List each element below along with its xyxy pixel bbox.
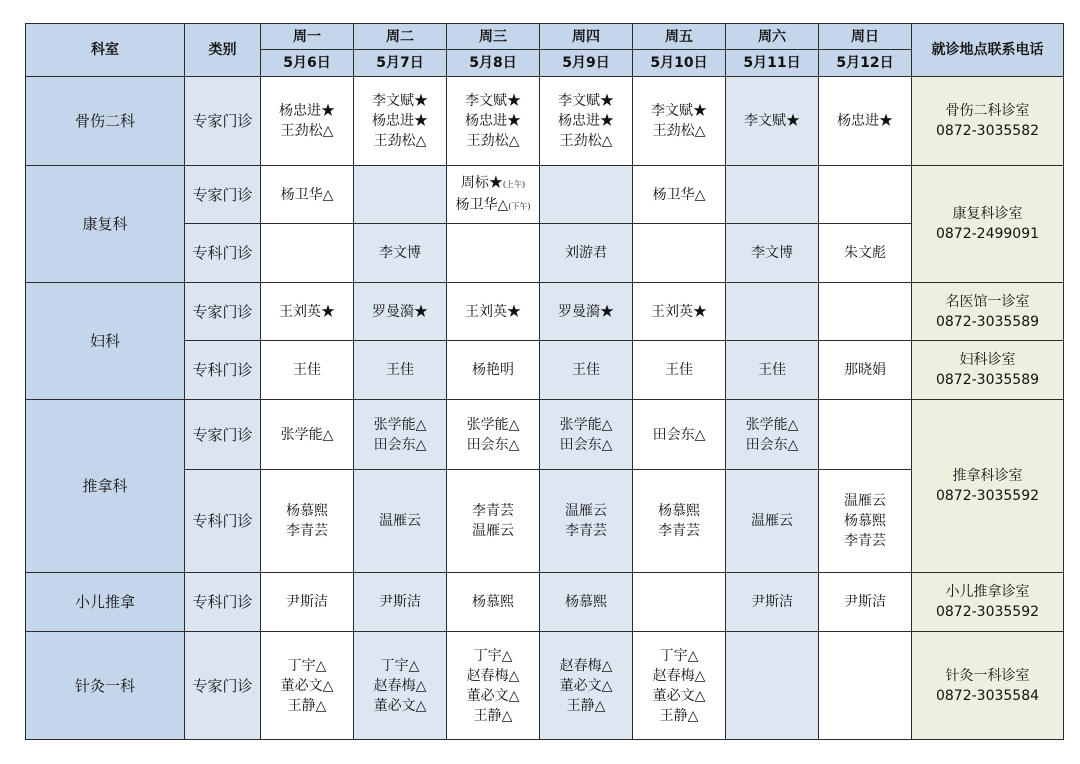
header-date: 5月9日 — [540, 50, 633, 77]
doctor-name: 李文赋★ — [558, 93, 614, 109]
doctor-name: 董必文△ — [559, 677, 613, 694]
doctor-name: 杨艳明 — [472, 362, 514, 378]
contact-cell — [912, 77, 1064, 166]
doctor-name: 杨卫华△ — [455, 196, 509, 213]
doctor-name: 李文赋★ — [372, 93, 428, 109]
doctor-name: 温雁云 — [751, 513, 793, 529]
doctor-name: 温雁云 — [844, 493, 886, 509]
doctor-name: 李文赋★ — [744, 113, 800, 129]
schedule-cell — [447, 341, 540, 400]
schedule-cell — [540, 573, 633, 632]
schedule-cell — [819, 573, 912, 632]
schedule-cell — [726, 341, 819, 400]
doctor-name: 张学能△ — [280, 426, 334, 443]
schedule-cell — [633, 77, 726, 166]
doctor-name: 李文赋★ — [651, 103, 707, 119]
header-contact: 就诊地点联系电话 — [912, 24, 1064, 77]
doctor-name: 田会东△ — [466, 436, 520, 453]
schedule-cell — [633, 283, 726, 341]
schedule-cell — [540, 632, 633, 740]
schedule-cell — [819, 166, 912, 224]
schedule-table — [25, 23, 1064, 740]
doctor-name: 王劲松△ — [559, 133, 613, 149]
doctor-name: 王佳 — [572, 362, 600, 378]
doctor-name: 王劲松△ — [466, 133, 520, 149]
doctor-name: 杨慕熙 — [472, 594, 514, 610]
schedule-cell — [726, 470, 819, 573]
schedule-cell — [726, 166, 819, 224]
doctor-name: 李文博 — [751, 245, 793, 261]
contact-room: 推拿科诊室 — [952, 468, 1023, 484]
header-date: 5月8日 — [447, 50, 540, 77]
schedule-cell — [261, 470, 354, 573]
doctor-name: 丁宇△ — [380, 657, 420, 674]
doctor-name: 赵春梅△ — [559, 657, 613, 674]
schedule-cell — [447, 283, 540, 341]
category-name: 专科门诊 — [185, 573, 261, 632]
doctor-name: 王佳 — [665, 362, 693, 378]
doctor-name: 张学能△ — [373, 416, 427, 433]
schedule-cell — [447, 573, 540, 632]
doctor-name: 王静△ — [566, 697, 606, 714]
schedule-cell — [261, 77, 354, 166]
contact-phone: 0872-2499091 — [935, 226, 1040, 242]
doctor-name: 杨卫华△ — [652, 186, 706, 203]
doctor-name: 王佳 — [386, 362, 414, 378]
schedule-cell — [633, 470, 726, 573]
schedule-cell — [354, 470, 447, 573]
doctor-name: 王佳 — [758, 362, 786, 378]
doctor-name: 张学能△ — [466, 416, 520, 433]
schedule-cell — [819, 470, 912, 573]
doctor-name: 赵春梅△ — [652, 667, 706, 684]
category-name: 专科门诊 — [185, 224, 261, 283]
schedule-cell — [540, 400, 633, 470]
category-name: 专家门诊 — [185, 632, 261, 740]
doctor-name: 田会东△ — [373, 436, 427, 453]
contact-cell — [912, 283, 1064, 341]
schedule-cell — [261, 166, 354, 224]
schedule-cell — [261, 400, 354, 470]
schedule-cell — [354, 166, 447, 224]
header-date: 5月12日 — [819, 50, 912, 77]
table-row — [26, 632, 1064, 740]
schedule-cell — [819, 283, 912, 341]
schedule-cell — [819, 77, 912, 166]
contact-room: 康复科诊室 — [952, 206, 1023, 222]
doctor-name: 王静△ — [287, 697, 327, 714]
category-name: 专家门诊 — [185, 283, 261, 341]
schedule-cell — [447, 400, 540, 470]
schedule-cell — [540, 166, 633, 224]
contact-room: 小儿推拿诊室 — [945, 584, 1030, 600]
doctor-name: 王刘英★ — [465, 303, 521, 320]
header-date: 5月6日 — [261, 50, 354, 77]
doctor-name: 杨慕熙 — [286, 503, 328, 519]
schedule-cell — [726, 224, 819, 283]
schedule-cell — [726, 573, 819, 632]
contact-room: 名医馆一诊室 — [945, 293, 1030, 310]
department-name: 骨伤二科 — [26, 77, 185, 166]
doctor-name: 温雁云 — [379, 513, 421, 529]
header-day: 周六 — [726, 24, 819, 50]
department-name: 推拿科 — [26, 400, 185, 573]
table-row — [26, 573, 1064, 632]
schedule-cell — [540, 341, 633, 400]
contact-phone: 0872-3035592 — [935, 488, 1040, 504]
time-note: (下午) — [508, 201, 531, 211]
doctor-name: 李青芸 — [565, 523, 607, 539]
contact-phone: 0872-3035582 — [935, 123, 1040, 139]
contact-room: 妇科诊室 — [959, 352, 1016, 368]
doctor-name: 王刘英★ — [279, 303, 335, 320]
category-name: 专科门诊 — [185, 470, 261, 573]
category-name: 专科门诊 — [185, 341, 261, 400]
doctor-name: 赵春梅△ — [466, 667, 520, 684]
header-department: 科室 — [26, 24, 185, 77]
contact-phone: 0872-3035592 — [935, 604, 1040, 620]
doctor-name: 尹斯洁 — [751, 594, 793, 610]
doctor-name: 温雁云 — [565, 503, 607, 519]
doctor-name: 温雁云 — [472, 523, 514, 539]
header-date: 5月10日 — [633, 50, 726, 77]
doctor-name: 那晓娟 — [844, 362, 886, 378]
schedule-cell — [261, 341, 354, 400]
doctor-name: 董必文△ — [466, 687, 520, 704]
doctor-name: 张学能△ — [745, 416, 799, 433]
doctor-name: 王劲松△ — [280, 123, 334, 139]
schedule-cell — [354, 283, 447, 341]
schedule-cell — [819, 224, 912, 283]
category-name: 专家门诊 — [185, 77, 261, 166]
doctor-name: 杨忠进★ — [837, 113, 893, 129]
doctor-name: 杨慕熙 — [844, 513, 886, 529]
header-day: 周五 — [633, 24, 726, 50]
doctor-name: 李青芸 — [658, 523, 700, 539]
schedule-cell — [726, 77, 819, 166]
header-day: 周三 — [447, 24, 540, 50]
contact-phone: 0872-3035584 — [935, 687, 1040, 704]
schedule-cell — [354, 77, 447, 166]
doctor-name: 杨忠进★ — [465, 113, 521, 129]
header-day: 周四 — [540, 24, 633, 50]
doctor-name: 尹斯洁 — [379, 594, 421, 610]
doctor-name: 董必文△ — [373, 697, 427, 714]
table-row — [26, 77, 1064, 166]
doctor-name: 杨忠进★ — [279, 103, 335, 119]
schedule-cell — [633, 573, 726, 632]
schedule-cell — [540, 77, 633, 166]
header-date: 5月11日 — [726, 50, 819, 77]
schedule-cell — [447, 470, 540, 573]
schedule-cell — [261, 283, 354, 341]
doctor-name: 刘游君 — [565, 245, 607, 261]
doctor-name: 田会东△ — [745, 436, 799, 453]
schedule-cell — [261, 224, 354, 283]
schedule-cell — [354, 632, 447, 740]
doctor-name: 杨忠进★ — [558, 113, 614, 129]
schedule-cell — [261, 632, 354, 740]
header-category: 类别 — [185, 24, 261, 77]
doctor-name: 丁宇△ — [473, 647, 513, 664]
header-day: 周二 — [354, 24, 447, 50]
doctor-name: 李青芸 — [286, 523, 328, 539]
schedule-cell — [633, 166, 726, 224]
contact-phone: 0872-3035589 — [935, 372, 1040, 388]
doctor-name: 王刘英★ — [651, 303, 707, 320]
schedule-cell — [354, 573, 447, 632]
doctor-name: 丁宇△ — [287, 657, 327, 674]
schedule-cell — [819, 400, 912, 470]
doctor-name: 赵春梅△ — [373, 677, 427, 694]
schedule-cell — [726, 283, 819, 341]
contact-cell — [912, 400, 1064, 573]
schedule-cell — [633, 341, 726, 400]
header-date: 5月7日 — [354, 50, 447, 77]
doctor-name: 董必文△ — [280, 677, 334, 694]
schedule-cell — [354, 400, 447, 470]
doctor-name: 王劲松△ — [373, 133, 427, 149]
contact-phone: 0872-3035589 — [935, 313, 1040, 330]
schedule-cell — [540, 283, 633, 341]
doctor-name: 王佳 — [293, 362, 321, 378]
doctor-name: 董必文△ — [652, 687, 706, 704]
schedule-cell — [633, 400, 726, 470]
schedule-cell — [540, 224, 633, 283]
header-day: 周日 — [819, 24, 912, 50]
schedule-cell — [726, 632, 819, 740]
doctor-name: 杨慕熙 — [565, 594, 607, 610]
doctor-name: 尹斯洁 — [286, 594, 328, 610]
doctor-name: 李青芸 — [472, 503, 514, 519]
doctor-name: 王静△ — [473, 707, 513, 724]
table-row — [26, 283, 1064, 341]
department-name: 针灸一科 — [26, 632, 185, 740]
contact-cell — [912, 341, 1064, 400]
doctor-name: 李青芸 — [844, 533, 886, 549]
contact-cell — [912, 166, 1064, 283]
doctor-name: 王劲松△ — [652, 123, 706, 139]
doctor-name: 杨慕熙 — [658, 503, 700, 519]
contact-cell — [912, 573, 1064, 632]
schedule-cell — [261, 573, 354, 632]
schedule-cell — [447, 166, 540, 224]
header-day: 周一 — [261, 24, 354, 50]
doctor-name: 田会东△ — [559, 436, 613, 453]
category-name: 专家门诊 — [185, 400, 261, 470]
table-row — [26, 166, 1064, 224]
schedule-cell — [447, 77, 540, 166]
schedule-cell — [633, 224, 726, 283]
schedule-cell — [726, 400, 819, 470]
table-row — [26, 400, 1064, 470]
doctor-name: 周标★ — [460, 174, 503, 191]
contact-room: 骨伤二科诊室 — [945, 103, 1030, 119]
doctor-name: 李文赋★ — [465, 93, 521, 109]
schedule-cell — [354, 224, 447, 283]
doctor-name: 朱文彪 — [844, 245, 886, 261]
doctor-name: 王静△ — [659, 707, 699, 724]
schedule-cell — [447, 632, 540, 740]
doctor-name: 尹斯洁 — [844, 594, 886, 610]
doctor-name: 张学能△ — [559, 416, 613, 433]
department-name: 小儿推拿 — [26, 573, 185, 632]
schedule-cell — [540, 470, 633, 573]
schedule-cell — [819, 632, 912, 740]
doctor-name: 杨卫华△ — [280, 186, 334, 203]
schedule-cell — [354, 341, 447, 400]
doctor-name: 田会东△ — [652, 426, 706, 443]
schedule-cell — [633, 632, 726, 740]
schedule-cell — [819, 341, 912, 400]
contact-cell — [912, 632, 1064, 740]
doctor-name: 杨忠进★ — [372, 113, 428, 129]
department-name: 康复科 — [26, 166, 185, 283]
time-note: (上午) — [502, 179, 526, 189]
doctor-name: 罗曼漪★ — [372, 303, 428, 320]
department-name: 妇科 — [26, 283, 185, 400]
doctor-name: 丁宇△ — [659, 647, 699, 664]
schedule-cell — [447, 224, 540, 283]
doctor-name: 罗曼漪★ — [558, 303, 614, 320]
contact-room: 针灸一科诊室 — [945, 667, 1030, 684]
doctor-name: 李文博 — [379, 245, 421, 261]
category-name: 专家门诊 — [185, 166, 261, 224]
